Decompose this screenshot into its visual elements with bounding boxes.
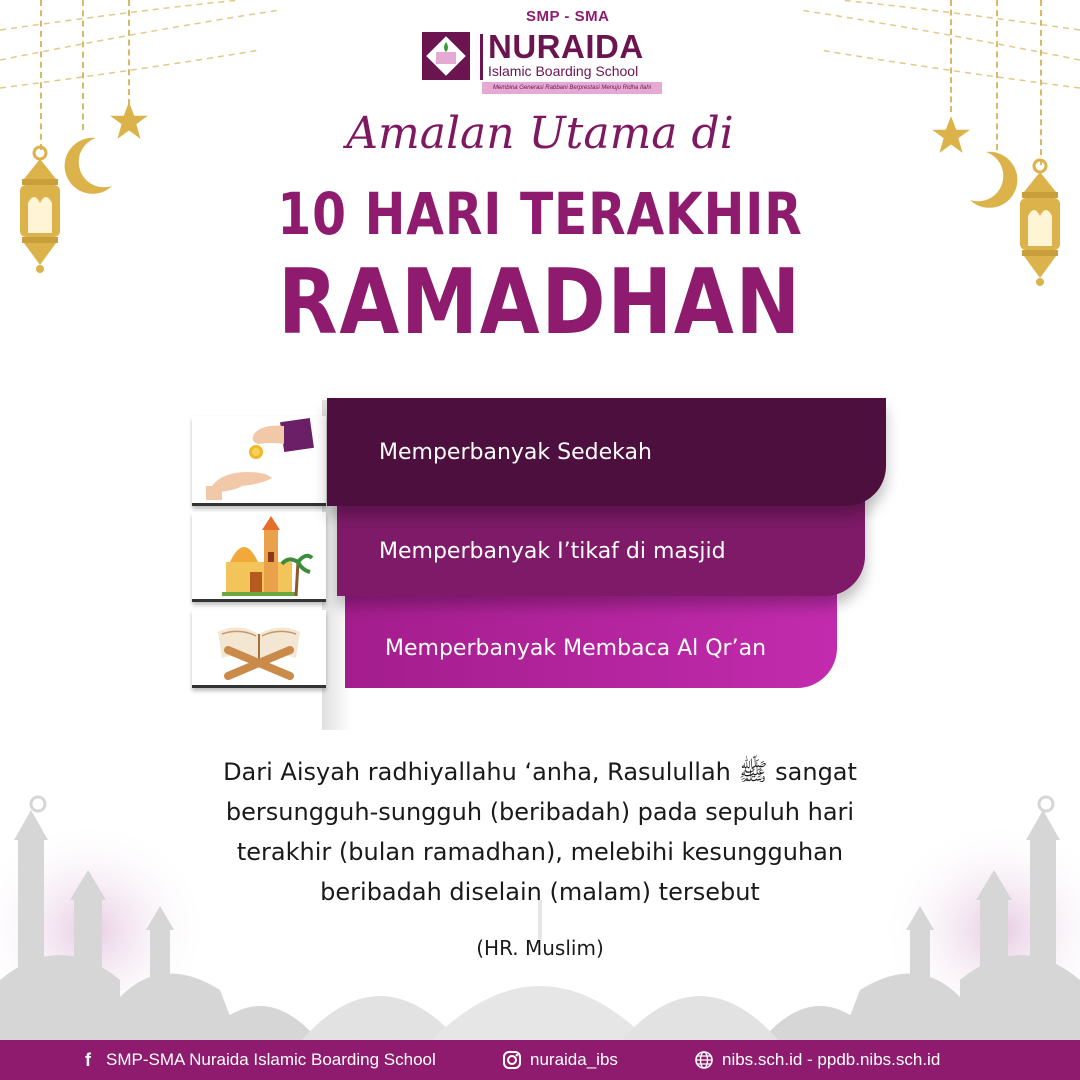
school-subtitle: Islamic Boarding School: [488, 63, 639, 79]
icon-card: [192, 512, 326, 602]
quote-line: Dari Aisyah radhiyallahu ‘anha, Rasulullah ﷺ sangat: [223, 758, 857, 786]
script-title: Amalan Utama di: [346, 108, 734, 159]
top-left-dashed-arcs: [0, 0, 300, 120]
lantern-icon: [14, 145, 66, 275]
amalan-item-2: [337, 494, 865, 596]
lantern-icon: [1014, 158, 1066, 288]
title-line-2: RAMADHAN: [278, 250, 802, 355]
school-tagline: Membina Generasi Rabbani Berprestasi Menuju Ridha Ilahi: [482, 82, 662, 94]
hanging-string: [950, 0, 952, 112]
mosque-icon: [192, 512, 326, 600]
footer-bar: [0, 1040, 1080, 1080]
quote-line: bersungguh-sungguh (beribadah) pada sepuluh hari: [225, 798, 855, 826]
amalan-item-label: Memperbanyak Membaca Al Qr’an: [385, 635, 767, 661]
icon-card: [192, 416, 326, 506]
school-name: NURAIDA: [488, 28, 644, 65]
instagram-link[interactable]: [502, 1040, 618, 1080]
facebook-label: SMP-SMA Nuraida Islamic Boarding School: [106, 1050, 436, 1069]
instagram-icon: [502, 1050, 522, 1070]
icon-card: [192, 610, 326, 688]
top-right-dashed-arcs: [800, 0, 1080, 120]
title-line-1: 10 HARI TERAKHIR: [277, 180, 803, 248]
school-emblem-icon: [418, 28, 474, 84]
amalan-item-label: Memperbanyak Sedekah: [379, 439, 652, 465]
quote-line: terakhir (bulan ramadhan), melebihi kesungguhan: [236, 838, 844, 866]
logo-divider: [480, 34, 483, 80]
school-level: SMP - SMA: [526, 8, 610, 25]
school-logo: [418, 8, 662, 91]
website-label: nibs.sch.id - ppdb.nibs.sch.id: [722, 1050, 941, 1069]
quote-line: beribadah diselain (malam) tersebut: [320, 878, 760, 906]
website-link[interactable]: [694, 1040, 940, 1080]
globe-icon: [694, 1050, 714, 1070]
facebook-icon: f: [85, 1050, 91, 1070]
instagram-label: nuraida_ibs: [530, 1050, 618, 1069]
hanging-string: [128, 0, 130, 105]
hadith-source: (HR. Muslim): [476, 936, 604, 960]
facebook-link[interactable]: [78, 1040, 436, 1080]
amalan-item-1: [327, 398, 886, 506]
amalan-item-3: [345, 590, 837, 688]
quran-stand-icon: [192, 610, 326, 686]
amalan-item-label: Memperbanyak I’tikaf di masjid: [379, 538, 726, 564]
hadith-quote: [150, 752, 930, 912]
charity-hands-icon: [192, 416, 326, 504]
